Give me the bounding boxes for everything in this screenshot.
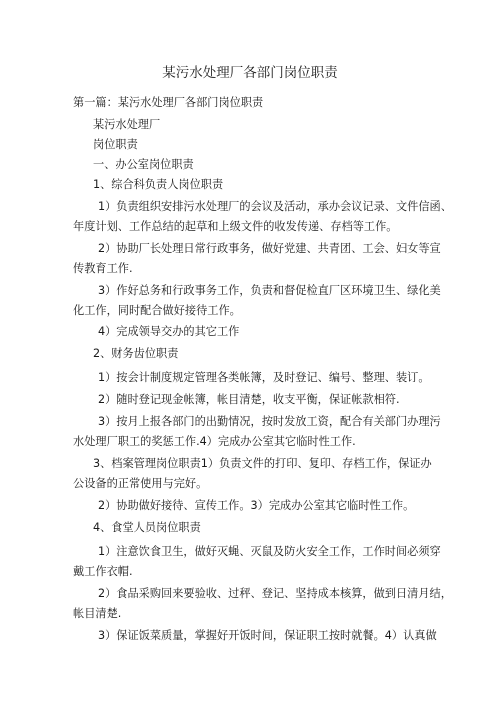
- paragraph-line: 帐目清楚.: [73, 607, 122, 620]
- chapter-heading: 一、办公室岗位职责: [93, 158, 194, 171]
- paragraph-line: 水处理厂职工的奖惩工作.4）完成办公室其它临时性工作.: [73, 435, 356, 448]
- document-title: 某污水处理厂各部门岗位职责: [162, 65, 338, 81]
- paragraph-line: 2）食品采购回来要验收、过秤、登记、坚持成本核算，做到日清月结，: [98, 587, 452, 600]
- paragraph-line: 3）按月上报各部门的出勤情况，按时发放工资，配合有关部门办理污: [98, 415, 441, 428]
- section-heading: 第一篇：某污水处理厂各部门岗位职责: [73, 96, 264, 109]
- paragraph-line: 4）完成领导交办的其它工作: [98, 325, 240, 338]
- paragraph-line: 3、档案管理岗位职责1）负责文件的打印、复印、存档工作，保证办: [93, 457, 432, 470]
- paragraph-line: 2）协助厂长处理日常行政事务，做好党建、共青团、工会、妇女等宣: [98, 242, 441, 255]
- paragraph-line: 化工作，同时配合做好接待工作。: [73, 304, 241, 317]
- paragraph-line: 1）按会计制度规定管理各类帐簿，及时登记、编号、整理、装订。: [98, 371, 430, 384]
- paragraph-line: 2）随时登记现金帐簿，帐目清楚，收支平衡，保证帐款相符.: [98, 393, 400, 406]
- paragraph-line: 2）协助做好接待、宣传工作。3）完成办公室其它临时性工作。: [98, 499, 415, 512]
- role-heading: 4、食堂人员岗位职责: [93, 521, 201, 534]
- paragraph-line: 1）注意饮食卫生，做好灭蝇、灭鼠及防火安全工作，工作时间必须穿: [98, 545, 441, 558]
- subheading: 岗位职责: [93, 138, 138, 151]
- role-heading: 2、财务齿位职责: [93, 347, 179, 360]
- role-heading: 1、综合科负责人岗位职责: [93, 178, 224, 191]
- paragraph-line: 传教育工作.: [73, 262, 133, 275]
- org-name: 某污水处理厂: [93, 118, 161, 131]
- paragraph-line: 1）负责组织安排污水处理厂的会议及活动，承办会议记录、文件信函、: [98, 200, 452, 213]
- paragraph-line: 戴工作衣帽.: [73, 565, 133, 578]
- paragraph-line: 3）作好总务和行政事务工作，负责和督促检直厂区环境卫生、绿化美: [98, 284, 441, 297]
- paragraph-line: 年度计划、工作总结的起草和上级文件的收发传递、存档等工作。: [73, 220, 398, 233]
- paragraph-line: 3）保证饭菜质量，掌握好开饭时间，保证职工按时就餐。4）认真做: [98, 629, 437, 642]
- paragraph-line: 公设备的正常使用与完好。: [73, 477, 208, 490]
